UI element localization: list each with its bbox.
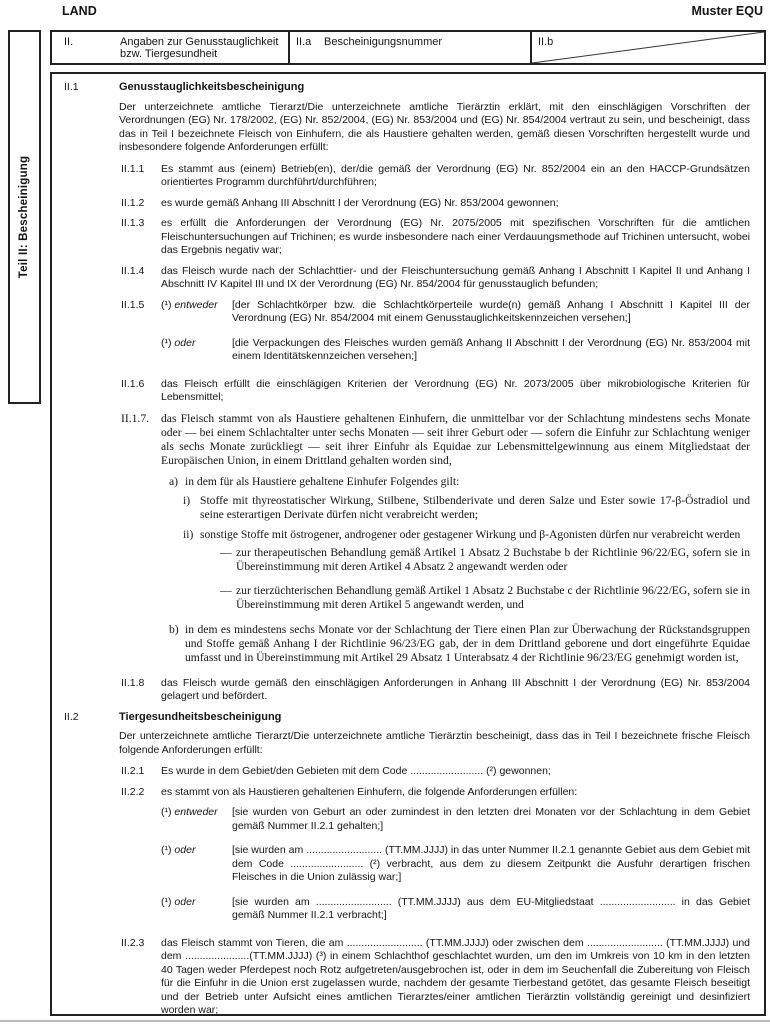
item-ii11-text: Es stammt aus (einem) Betrieb(en), der/die gemäß der Verordnung (EG) Nr. 852/2004 ein an den HACCP-Grundsätzen orientiertes Programm durchführt/durchführen;: [161, 162, 750, 188]
dash-bullet: —: [220, 545, 232, 559]
header-table: [50, 30, 766, 65]
item-ii17-a-ii-label: ii): [183, 527, 194, 541]
item-ii21-number: II.2.1: [121, 765, 145, 777]
item-ii17-a-ii-dash1-text: zur therapeutischen Behandlung gemäß Artikel 1 Absatz 2 Buchstabe b der Richtlinie 96/22/EG, sofern sie in Übereinstimmung mit deren Artikel 4 Absatz 2 angewandt werden oder: [236, 545, 750, 573]
part-ii-sidebar: [8, 30, 41, 404]
item-ii17-a-ii: [183, 528, 750, 616]
part-ii-sidebar-label: Teil II: Bescheinigung: [18, 155, 31, 279]
model-label: Muster EQU: [691, 4, 763, 18]
item-ii22-text: es stammt von als Haustieren gehaltenen Einhufern, die folgende Anforderungen erfüllen:: [161, 785, 578, 798]
section-ii1-intro-row: [64, 101, 750, 155]
item-ii11: [121, 163, 750, 190]
item-ii14: [121, 265, 750, 292]
header-cell-iib: [530, 32, 764, 63]
section-ii2-number: II.2: [64, 710, 79, 723]
item-ii17-a: [169, 475, 750, 489]
item-ii15-number: II.1.5: [121, 298, 145, 311]
item-ii15-option-entweder: [161, 299, 750, 326]
item-ii13-number: II.1.3: [121, 217, 145, 229]
item-ii15-option-oder-text: [die Verpackungen des Fleisches wurden gemäß Anhang II Abschnitt I der Verordnung (EG) Nr. 853/2004 mit einem Identitätskennzeichen versehen;]: [232, 336, 750, 362]
item-ii17-a-ii-text: sonstige Stoffe mit östrogener, androgener oder gestagener Wirkung und β-Agonisten dürfen nur verabreicht werden: [200, 527, 741, 541]
item-ii16-text: das Fleisch erfüllt die einschlägigen Kriterien der Verordnung (EG) Nr. 2073/2005 über mikrobiologische Kriterien für Lebensmittel;: [161, 377, 750, 403]
section-ii1-number: II.1: [64, 81, 79, 93]
section-ii1-heading: [64, 81, 750, 95]
item-ii17-a-i: [183, 494, 750, 522]
header-cert-num-label: Bescheinigungsnummer: [324, 36, 443, 48]
item-ii23-text: das Fleisch stammt von Tieren, die am .......................... (TT.MM.JJJJ) oder zwischen dem .......................... (TT.MM.JJJJ) und dem ......................(TT.MM.JJJJ) (³) in einem Schlachthof geschlachtet wurden, um den im Umkreis von 10 km in den letzten 40 Tagen weder Pferdepest noch Rotz aufgetreten/ausgebrochen ist, oder in dem im Seuchenfall die Zubereitung von Fleisch für die Einfuhr in die Union erst zugelassen wurde, nachdem der gesamte Tierbestand getötet, das gesamte Fleisch beseitigt und der Betrieb unter Aufsicht eines amtlichen Tierarztes/einer amtlichen Tierärztin vollständig gereinigt und desinfiziert worden war;: [161, 936, 750, 1016]
header-part-num: II.: [64, 36, 74, 48]
item-ii17-number: II.1.7.: [121, 411, 150, 425]
item-ii17-a-ii-dash2-text: zur tierzüchterischen Behandlung gemäß Artikel 1 Absatz 2 Buchstabe c der Richtlinie 96/22/EG, sofern sie in Übereinstimmung mit deren Artikel 5 angewandt werden, und: [236, 583, 750, 611]
item-ii22-option-oder1-text: [sie wurden am .......................... (TT.MM.JJJJ) in das unter Nummer II.2.1 genannte Gebiet aus dem Gebiet mit dem Code ......................... (²) verbracht, aus dem zu diesem Zeitpunkt die Ausfuhr derartigen frischen Fleisches in die Union zulässig war;]: [232, 844, 750, 883]
certificate-body: [50, 72, 766, 1016]
section-ii2-intro: Der unterzeichnete amtliche Tierarzt/Die unterzeichnete amtliche Tierärztin bescheinigt, dass das in Teil I bezeichnete frische Fleisch folgende Anforderungen erfüllt:: [119, 730, 750, 756]
item-ii17-b: [169, 623, 750, 665]
item-ii17-a-label: a): [169, 474, 179, 488]
item-ii22-option-oder-2: [161, 896, 750, 923]
item-ii12-text: es wurde gemäß Anhang III Abschnitt I der Verordnung (EG) Nr. 853/2004 gewonnen;: [161, 196, 559, 209]
item-ii22-option-entweder: [161, 806, 750, 833]
item-ii14-text: das Fleisch wurde nach der Schlachttier- und der Fleischuntersuchung gemäß Anhang I Abschnitt I Kapitel II und Anhang I Abschnitt IV Kapitel III und IX der Verordnung (EG) Nr. 854/2004 für genusstauglich befunden;: [161, 264, 750, 290]
option-label-entweder: (¹) entweder: [161, 806, 218, 818]
item-ii11-number: II.1.1: [121, 162, 145, 175]
item-ii15: [121, 299, 750, 371]
dash-bullet: —: [220, 583, 232, 597]
item-ii17-b-text: in dem es mindestens sechs Monate vor der Schlachtung der Tiere einen Plan zur Überwachung der Rückstandsgruppen und Stoffe gemäß Anhang I der Richtlinie 96/23/EG gab, der in dem Drittland geborene und dort eingeführte Equidae umfasst und in Übereinstimmung mit Artikel 29 Absatz 1 Unterabsatz 4 der Richtlinie 96/23/EG genehmigt worden ist,: [185, 622, 750, 664]
header-part-label: Angaben zur Genusstauglichkeit bzw. Tiergesundheit: [120, 36, 279, 60]
item-ii22: [121, 786, 750, 930]
item-ii14-number: II.1.4: [121, 264, 145, 277]
section-ii1-title: Genusstauglichkeitsbescheinigung: [119, 81, 305, 93]
header-cell-part: [52, 32, 288, 63]
item-ii23-number: II.2.3: [121, 936, 145, 949]
header-cert-num-code: II.a: [296, 36, 312, 48]
option-label-entweder: (¹) entweder: [161, 298, 218, 311]
item-ii17-a-i-text: Stoffe mit thyreostatischer Wirkung, Stilbene, Stilbenderivate und deren Salze und Ester sowie 17-β-Östradiol und seine esterartigen Derivate dürfen nicht verabreicht werden;: [200, 493, 750, 521]
item-ii17-b-label: b): [169, 622, 179, 636]
option-label-oder: (¹) oder: [161, 336, 196, 349]
item-ii17-a-i-label: i): [183, 493, 191, 507]
item-ii22-option-oder2-text: [sie wurden am .......................... (TT.MM.JJJJ) aus dem EU-Mitgliedstaat .......................... in das Gebiet gemäß Nummer II.2.1 verbracht;]: [232, 895, 750, 921]
scan-edge-line: [0, 1020, 770, 1022]
item-ii22-option-oder-1: [161, 844, 750, 885]
item-ii16-number: II.1.6: [121, 377, 145, 390]
item-ii17-a-text: in dem für als Haustiere gehaltene Einhufer Folgendes gilt:: [185, 474, 460, 488]
item-ii22-option-entweder-text: [sie wurden von Geburt an oder zumindest in den letzten drei Monaten vor der Schlachtung in dem Gebiet gemäß Nummer II.2.1 gehalten;]: [232, 806, 750, 832]
item-ii22-number: II.2.2: [121, 785, 145, 798]
item-ii13: [121, 217, 750, 258]
item-ii17: [121, 412, 750, 670]
item-ii15-option-entweder-text: [der Schlachtkörper bzw. die Schlachtkörperteile wurde(n) gemäß Anhang I Abschnitt I Kapitel III der Verordnung (EG) Nr. 854/2004 mit einem Genusstauglichkeitskennzeichen versehen;]: [232, 298, 750, 324]
item-ii21-text: Es wurde in dem Gebiet/den Gebieten mit dem Code ......................... (²) gewonnen;: [161, 765, 551, 777]
section-ii2-title: Tiergesundheitsbescheinigung: [119, 710, 282, 723]
header-iib-label: II.b: [538, 36, 554, 48]
item-ii18-number: II.1.8: [121, 676, 145, 689]
item-ii12-number: II.1.2: [121, 196, 145, 209]
section-ii2-heading: [64, 711, 750, 725]
item-ii23: [121, 937, 750, 1017]
diagonal-strike-line: [532, 32, 764, 63]
item-ii13-text: es erfüllt die Anforderungen der Verordnung (EG) Nr. 2075/2005 mit spezifischen Vorschriften für die amtlichen Fleischuntersuchungen auf Trichinen; es wurde insbesondere nach einer Verdauungsmethode auf Trichinen untersucht, wobei das Ergebnis negativ war;: [161, 217, 750, 256]
item-ii16: [121, 378, 750, 405]
item-ii21: [121, 765, 750, 779]
option-label-oder: (¹) oder: [161, 844, 196, 856]
item-ii17-text: das Fleisch stammt von als Haustiere gehaltenen Einhufern, die unmittelbar vor der Schlachtung mindestens sechs Monate oder — bei einem Schlachtalter unter sechs Monaten — seit ihrer Geburt oder — sofern die Einfuhr zur Schlachtung weniger als sechs Monate zurückliegt — seit ihrer Einfuhr als Equidae zur Lebensmittelgewinnung aus einem Mitgliedstaat der Europäischen Union, in einem Drittland gehalten worden sind,: [161, 411, 750, 467]
section-ii1-intro: Der unterzeichnete amtliche Tierarzt/Die unterzeichnete amtliche Tierärztin erklärt, mit den einschlägigen Vorschriften der Verordnungen (EG) Nr. 178/2002, (EG) Nr. 852/2004, (EG) Nr. 853/2004 und (EG) Nr. 854/2004 vertraut zu sein, und bescheinigt, dass das in Teil I bezeichnete Fleisch von Einhufern, die als Haustiere gehalten werden, gemäß diesen Vorschriften hergestellt wurde und insbesondere folgende Anforderungen erfüllt:: [119, 100, 750, 153]
item-ii17-a-ii-dash2: [220, 584, 750, 612]
item-ii15-option-oder: [161, 337, 750, 364]
item-ii12: [121, 197, 750, 211]
country-label: LAND: [62, 4, 97, 18]
item-ii18: [121, 677, 750, 704]
section-ii2-intro-row: [64, 730, 750, 757]
header-cell-cert-number: [288, 32, 530, 63]
item-ii17-a-ii-dash1: [220, 546, 750, 574]
item-ii18-text: das Fleisch wurde gemäß den einschlägigen Anforderungen in Anhang III Abschnitt I der Verordnung (EG) Nr. 853/2004 gelagert und befördert.: [161, 676, 750, 702]
option-label-oder: (¹) oder: [161, 895, 196, 908]
